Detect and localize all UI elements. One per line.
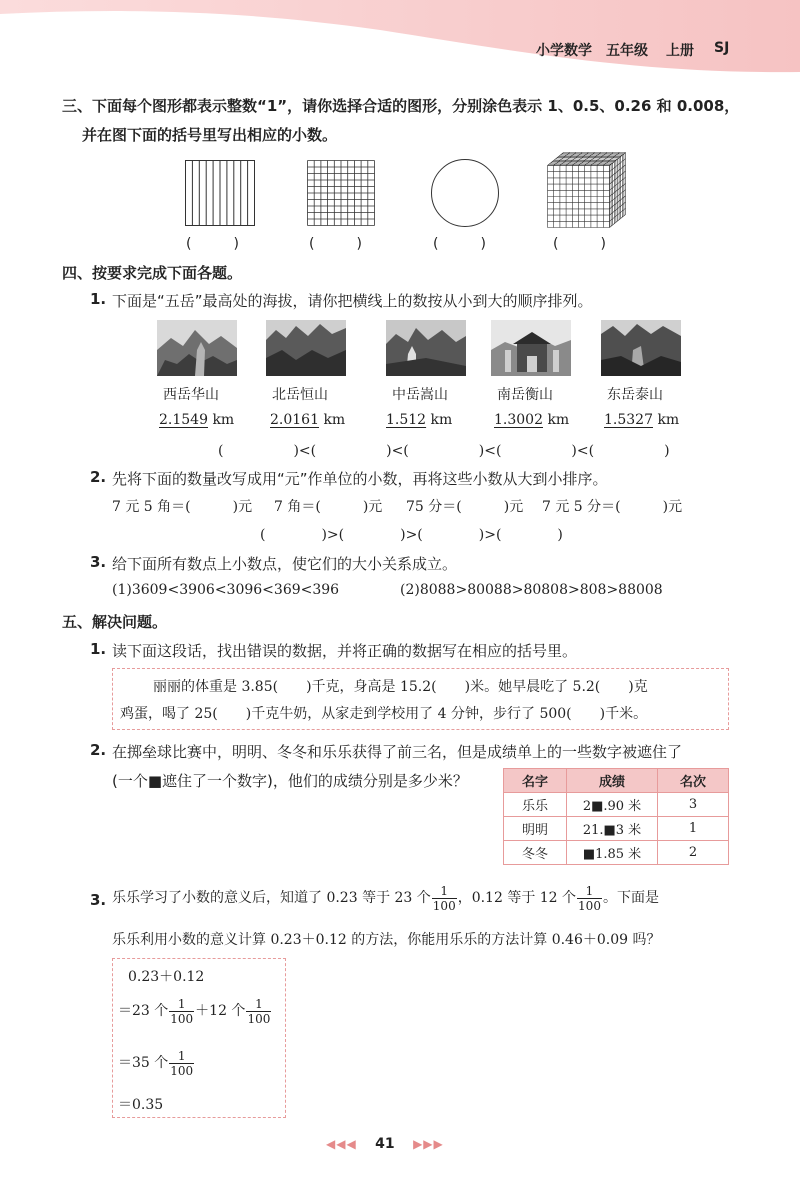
header-score: 成绩 [567, 769, 658, 793]
work-step4: ＝0.35 [118, 1097, 164, 1113]
score-table [503, 768, 729, 865]
header-subject: 小学数学 [536, 43, 592, 59]
page-number: 41 [375, 1136, 395, 1152]
header-rank: 名次 [658, 769, 729, 793]
q5-1-number: 1. [90, 640, 107, 658]
mountain-name-hengshan: 北岳恒山 [272, 387, 328, 403]
row-rank: 2 [658, 841, 729, 865]
shape2-answer-blank[interactable]: ( ) [309, 236, 362, 252]
money-item-2[interactable]: 7 角＝( )元 [274, 499, 383, 515]
decimal-point-part1[interactable]: (1)3609<3906<3096<369<396 [112, 582, 340, 598]
header-edition: SJ [714, 40, 730, 56]
fraction-one-hundredth: $\frac{1}{100}$ [170, 996, 194, 1026]
section4-title: 四、按要求完成下面各题。 [62, 264, 243, 282]
q5-1-text: 读下面这段话，找出错误的数据，并将正确的数据写在相应的括号里。 [112, 642, 578, 660]
row-name: 乐乐 [504, 793, 567, 817]
header-name: 名字 [504, 769, 567, 793]
score-table-header [504, 769, 729, 793]
thousand-cube-shape[interactable] [547, 152, 629, 228]
fraction-one-hundredth: $\frac{1}{100}$ [247, 996, 271, 1026]
q5-3-number: 3. [90, 891, 107, 909]
row-name: 明明 [504, 817, 567, 841]
altitude-taishan: 1.5327 km [604, 412, 680, 428]
mountain-name-songshan: 中岳嵩山 [392, 387, 448, 403]
row-rank: 1 [658, 817, 729, 841]
q4-3-text: 给下面所有数点上小数点，使它们的大小关系成立。 [112, 555, 458, 573]
mountain-name-south-hengshan: 南岳衡山 [497, 387, 553, 403]
mountain-name-huashan: 西岳华山 [163, 387, 219, 403]
q4-1-number: 1. [90, 290, 107, 308]
ten-columns-shape[interactable] [185, 160, 255, 226]
passage-line2[interactable]: 鸡蛋，喝了 25( )千克牛奶，从家走到学校用了 4 分钟，步行了 500( )千米。 [120, 706, 648, 722]
table-row [504, 817, 729, 841]
section5-title: 五、解决问题。 [62, 613, 168, 631]
header-grade: 五年级 [606, 43, 648, 59]
table-row [504, 793, 729, 817]
money-item-1[interactable]: 7 元 5 角＝( )元 [112, 499, 253, 515]
shape3-answer-blank[interactable]: ( ) [433, 236, 486, 252]
header-volume: 上册 [666, 43, 694, 59]
row-score: 21.■3 米 [567, 817, 658, 841]
fraction-one-hundredth: $\frac{1}{100}$ [578, 883, 601, 913]
altitude-order-row[interactable]: ( )<( )<( )<( )<( ) [218, 443, 670, 459]
row-score: ■1.85 米 [567, 841, 658, 865]
q5-3-line2: 乐乐利用小数的意义计算 0.23＋0.12 的方法，你能用乐乐的方法计算 0.46＋0.09 吗？ [112, 932, 661, 948]
row-name: 冬冬 [504, 841, 567, 865]
q4-1-text: 下面是“五岳”最高处的海拔，请你把横线上的数按从小到大的顺序排列。 [112, 292, 593, 310]
altitude-south-hengshan: 1.3002 km [494, 412, 570, 428]
section3-title: 三、下面每个图形都表示整数“1”，请你选择合适的图形，分别涂色表示 1、0.5、0.26 和 0.008， [62, 97, 740, 115]
left-arrows-icon: ◀◀◀ [326, 1137, 357, 1151]
q4-2-text: 先将下面的数量改写成用“元”作单位的小数，再将这些小数从大到小排序。 [112, 470, 608, 488]
row-score: 2■.90 米 [567, 793, 658, 817]
fraction-one-hundredth: $\frac{1}{100}$ [432, 883, 456, 913]
table-row [504, 841, 729, 865]
decimal-point-part2[interactable]: (2)8088>80088>80808>808>88008 [400, 582, 663, 598]
altitude-hengshan: 2.0161 km [270, 412, 346, 428]
right-arrows-icon: ▶▶▶ [413, 1137, 444, 1151]
money-item-4[interactable]: 7 元 5 分＝( )元 [542, 499, 683, 515]
money-item-3[interactable]: 75 分＝( )元 [406, 499, 524, 515]
hengshan-photo [266, 320, 346, 376]
work-step3: ＝35 个 $\frac{1}{100}$ [118, 1048, 194, 1078]
work-step1: 0.23＋0.12 [128, 969, 205, 985]
fraction-one-hundredth: $\frac{1}{100}$ [170, 1048, 194, 1078]
mountain-name-taishan: 东岳泰山 [607, 387, 663, 403]
altitude-songshan: 1.512 km [386, 412, 453, 428]
circle-shape[interactable] [430, 158, 500, 228]
songshan-photo [386, 320, 466, 376]
money-order-row[interactable]: ( )>( )>( )>( ) [260, 527, 563, 543]
taishan-photo [601, 320, 681, 376]
work-step2: ＝23 个 $\frac{1}{100}$ ＋12 个 $\frac{1}{100}$ [118, 996, 271, 1026]
huashan-photo [157, 320, 237, 376]
row-rank: 3 [658, 793, 729, 817]
page-footer [326, 1136, 444, 1152]
q5-2-number: 2. [90, 741, 107, 759]
section3-title-line2: 并在图下面的括号里写出相应的小数。 [82, 126, 338, 144]
q4-2-number: 2. [90, 468, 107, 486]
q5-2-text-line1: 在掷垒球比赛中，明明、冬冬和乐乐获得了前三名，但是成绩单上的一些数字被遮住了 [112, 743, 683, 761]
hengshan-south-photo [491, 320, 571, 376]
shape1-answer-blank[interactable]: ( ) [186, 236, 239, 252]
q5-2-text-line2: (一个■遮住了一个数字)，他们的成绩分别是多少米？ [112, 772, 468, 790]
hundred-grid-shape[interactable] [307, 160, 375, 226]
passage-line1[interactable]: 丽丽的体重是 3.85( )千克，身高是 15.2( )米。她早晨吃了 5.2( )克 [153, 679, 648, 695]
q5-3-line1-a: 乐乐学习了小数的意义后，知道了 0.23 等于 23 个 [112, 890, 431, 906]
shape4-answer-blank[interactable]: ( ) [553, 236, 606, 252]
q4-3-number: 3. [90, 553, 107, 571]
altitude-huashan: 2.1549 km [159, 412, 235, 428]
q5-3-line1-b: ，0.12 等于 12 个 [457, 890, 577, 906]
q5-3-line1-c: 。下面是 [602, 890, 659, 906]
q5-3-line1 [112, 878, 659, 918]
